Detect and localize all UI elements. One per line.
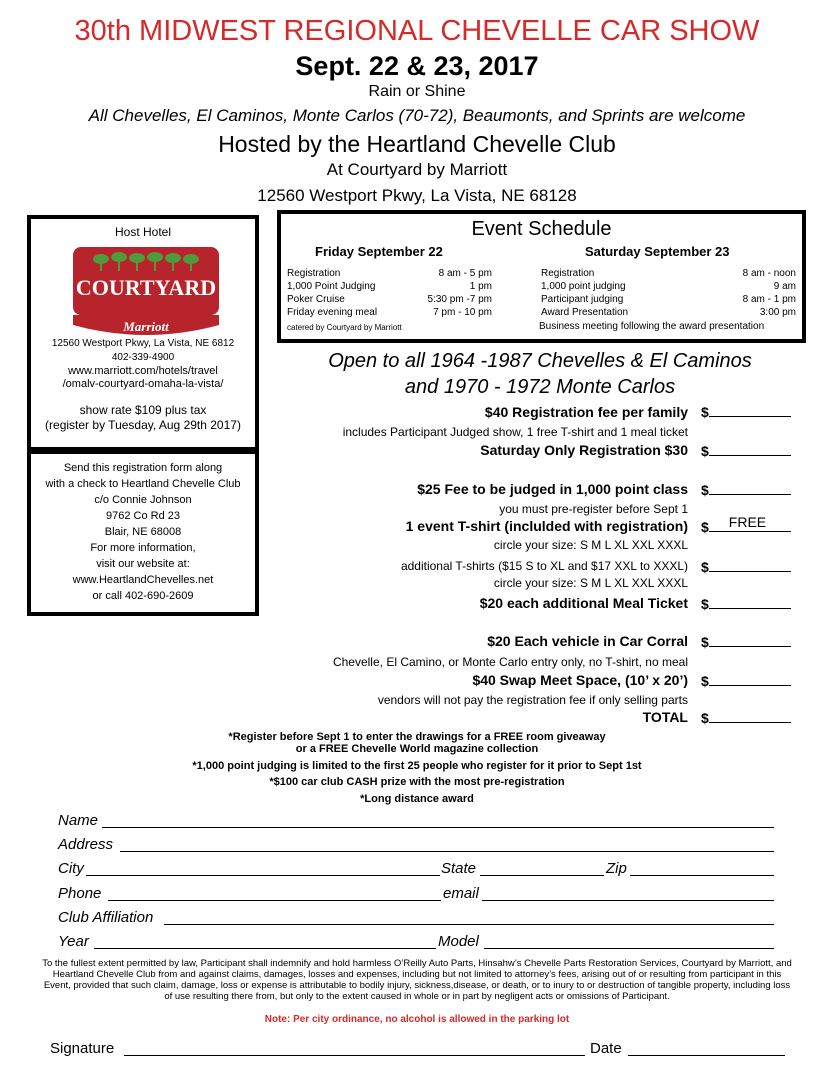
meal-ticket: $20 each additional Meal Ticket <box>479 595 688 611</box>
hosted-by: Hosted by the Heartland Chevelle Club <box>218 131 616 157</box>
tshirt-size-selector[interactable]: circle your size: S M L XL XXL XXXL <box>493 538 688 552</box>
saturday-heading: Saturday September 23 <box>585 244 730 259</box>
mail-line: or call 402-690-2609 <box>92 590 194 602</box>
tshirt-amount[interactable]: $ FREE <box>701 519 791 535</box>
preregister-note: you must pre-register before Sept 1 <box>499 502 688 516</box>
note-line: *Register before Sept 1 to enter the drawings for a FREE room giveaway <box>228 731 606 743</box>
name-field[interactable] <box>102 827 774 828</box>
address-label: Address <box>58 836 114 853</box>
name-label: Name <box>58 812 99 829</box>
schedule-title: Event Schedule <box>471 218 612 240</box>
swap-meet-note: vendors will not pay the registration fee if only selling parts <box>377 693 688 707</box>
city-label: City <box>58 860 84 877</box>
email-label: email <box>443 885 479 902</box>
logo-wordmark: COURTYARD <box>75 275 217 300</box>
saturday-only-fee: Saturday Only Registration $30 <box>480 442 688 458</box>
state-label: State <box>441 860 477 877</box>
venue-name: At Courtyard by Marriott <box>326 160 508 179</box>
address-field[interactable] <box>120 851 774 852</box>
phone-field[interactable] <box>108 900 441 901</box>
note-line: *$100 car club CASH prize with the most pre-registration <box>269 776 565 788</box>
free-label: FREE <box>728 514 767 530</box>
mail-line: with a check to Heartland Chevelle Club <box>45 478 241 490</box>
hotel-url-path[interactable]: /omalv-courtyard-omaha-la-vista/ <box>62 378 224 390</box>
judged-fee-amount[interactable]: $ <box>701 482 791 498</box>
event-title: 30th MIDWEST REGIONAL CHEVELLE CAR SHOW <box>74 15 760 47</box>
zip-label: Zip <box>606 860 627 877</box>
additional-size-selector[interactable]: circle your size: S M L XL XXL XXXL <box>493 576 688 590</box>
courtyard-marriott-logo <box>71 245 221 343</box>
model-field[interactable] <box>484 948 774 949</box>
rain-or-shine: Rain or Shine <box>368 83 466 100</box>
signature-label: Signature <box>50 1040 115 1057</box>
total-amount[interactable]: $ <box>701 710 791 726</box>
club-label: Club Affiliation <box>58 909 154 926</box>
state-field[interactable] <box>480 875 604 876</box>
year-field[interactable] <box>94 948 436 949</box>
saturday-only-amount[interactable]: $ <box>701 443 791 459</box>
venue-address: 12560 Westport Pkwy, La Vista, NE 68128 <box>257 186 577 205</box>
date-label: Date <box>590 1040 622 1057</box>
car-corral-note: Chevelle, El Camino, or Monte Carlo entry only, no T-shirt, no meal <box>332 655 688 669</box>
swap-meet-amount[interactable]: $ <box>701 673 791 689</box>
event-date: Sept. 22 & 23, 2017 <box>295 51 539 81</box>
liability-waiver: To the fullest extent permitted by law, Participant shall indemnify and hold harmless O’Reilly Auto Parts, Hinsahw’s Chevelle Parts Restoration Services, Courtyard by Marriott, and Heartland Chevelle Club from and against claims, damages, losses and expenses, including but not limited to attorney’s fees, arising out of or resulting from participant in this Event, provided that such claim, damage, loss or expense is attributable to bodily injury, sickness,disease, or death, or to inury to or destruction of tangible property, including loss of use resulting there from, but only to the extent caused in whole or in part by negligent acts or omissions of Participant. <box>42 958 792 1002</box>
hotel-url[interactable]: www.marriott.com/hotels/travel <box>68 365 218 377</box>
host-hotel-label: Host Hotel <box>114 225 172 239</box>
mail-line: c/o Connie Johnson <box>94 494 192 506</box>
hotel-address: 12560 Westport Pkwy, La Vista, NE 6812 <box>51 338 235 349</box>
mail-line: Blair, NE 68008 <box>104 526 182 538</box>
signature-field[interactable] <box>124 1055 585 1056</box>
event-schedule-box: Event Schedule Friday September 22 Saturday September 23 Registration 8 am - 5 pm 1,000 Point Judging 1 pm Poker Cruise 5:30 pm -7 pm Friday evening meal 7 pm - 10 pm catered by Courtyard by Marriott Registration 8 am - noon 1,000 point judging 9 am Participant judging 8 am - 1 pm Award Presentation 3:00 pm Business meeting following the award presentation <box>277 210 806 343</box>
zip-field[interactable] <box>630 875 774 876</box>
alcohol-note: Note: Per city ordinance, no alcohol is allowed in the parking lot <box>264 1014 570 1025</box>
model-label: Model <box>438 933 479 950</box>
logo-marriott: Marriott <box>123 319 169 334</box>
mail-line: Send this registration form along <box>63 462 223 474</box>
registration-fee-amount[interactable]: $ <box>701 404 791 420</box>
tshirt-line: 1 event T-shirt (inclulded with registration) <box>405 518 688 534</box>
welcome-line: All Chevelles, El Caminos, Monte Carlos (70-72), Beaumonts, and Sprints are welcome <box>88 106 746 125</box>
additional-tshirts: additional T-shirts ($15 S to XL and $17 XXL to XXXL) <box>400 559 688 573</box>
website-link[interactable]: www.HeartlandChevelles.net <box>72 574 214 586</box>
car-corral-amount[interactable]: $ <box>701 634 791 650</box>
club-field[interactable] <box>164 924 774 925</box>
additional-tshirts-amount[interactable]: $ <box>701 559 791 575</box>
phone-label: Phone <box>58 885 102 902</box>
note-line: *Long distance award <box>360 793 474 805</box>
eligibility-line-2: and 1970 - 1972 Monte Carlos <box>404 376 676 398</box>
email-field[interactable] <box>482 900 774 901</box>
total-label: TOTAL <box>642 709 688 725</box>
mail-line: visit our website at: <box>96 558 190 570</box>
year-label: Year <box>58 933 89 950</box>
date-field[interactable] <box>628 1055 785 1056</box>
mail-in-box <box>27 450 259 616</box>
show-rate: show rate $109 plus tax <box>79 403 207 417</box>
rate-deadline: (register by Tuesday, Aug 29th 2017) <box>45 418 241 432</box>
eligibility-line-1: Open to all 1964 -1987 Chevelles & El Caminos <box>328 350 752 372</box>
host-hotel-box <box>27 215 259 451</box>
car-corral: $20 Each vehicle in Car Corral <box>487 633 688 649</box>
hotel-phone: 402-339-4900 <box>111 352 175 363</box>
mail-line: For more information, <box>90 542 196 554</box>
city-field[interactable] <box>86 875 440 876</box>
friday-heading: Friday September 22 <box>315 244 443 259</box>
note-line: or a FREE Chevelle World magazine collection <box>295 743 539 755</box>
note-line: *1,000 point judging is limited to the first 25 people who register for it prior to Sept 1st <box>192 760 642 772</box>
mail-line: 9762 Co Rd 23 <box>106 510 180 522</box>
registration-fee: $40 Registration fee per family <box>484 404 688 420</box>
judged-fee: $25 Fee to be judged in 1,000 point class <box>417 481 688 497</box>
registration-includes: includes Participant Judged show, 1 free T-shirt and 1 meal ticket <box>342 425 688 439</box>
swap-meet: $40 Swap Meet Space, (10’ x 20’) <box>472 672 688 688</box>
meal-ticket-amount[interactable]: $ <box>701 596 791 612</box>
